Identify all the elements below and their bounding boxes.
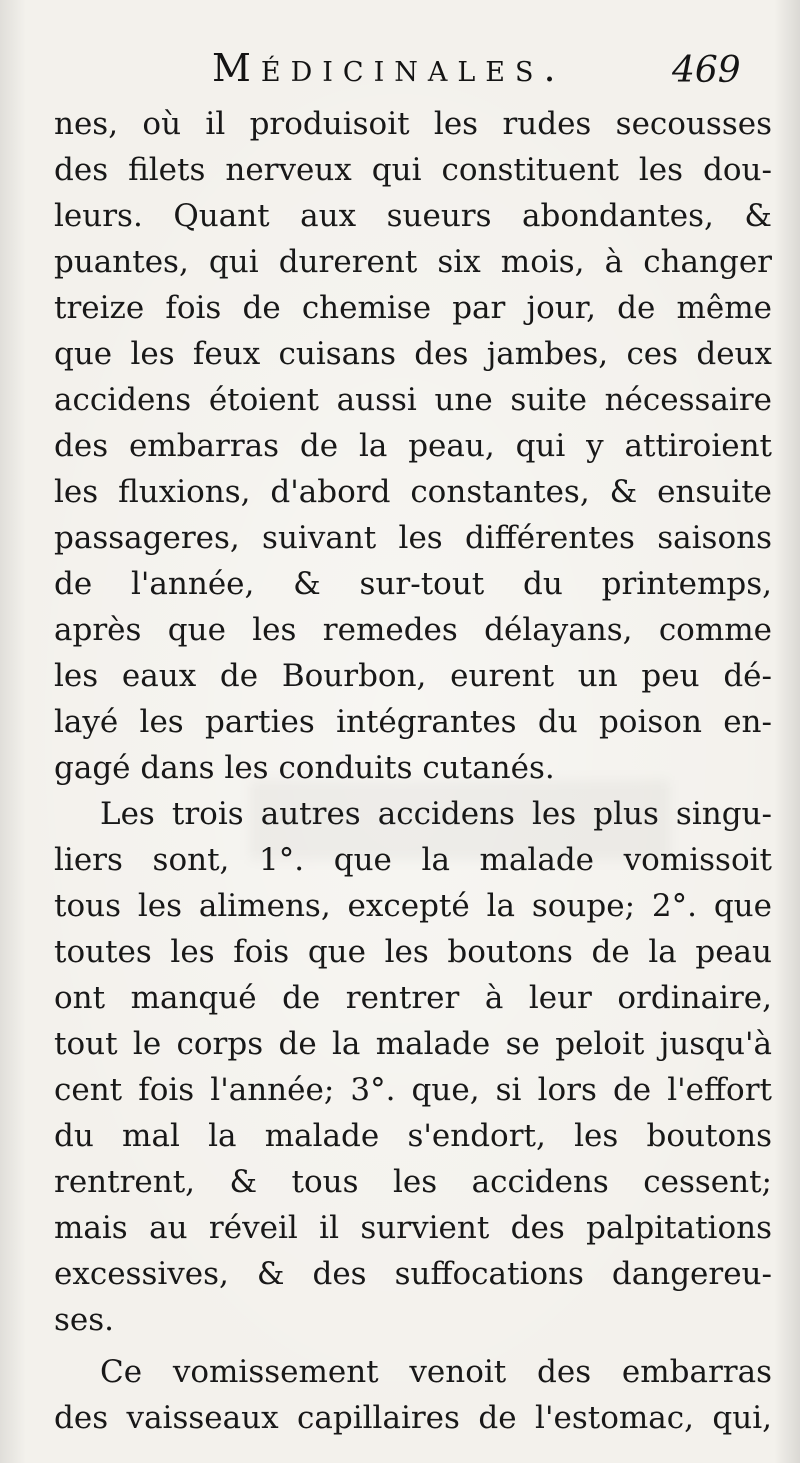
text-line-paragraph-start: Ce vomissement venoit des embarras <box>100 1354 772 1390</box>
running-head <box>0 46 800 106</box>
text-line: puantes, qui durerent six mois, à changer <box>54 244 772 280</box>
running-head-title: Médicinales. <box>212 46 566 90</box>
text-line: passageres, suivant les différentes saisons <box>54 520 772 556</box>
text-line: après que les remedes délayans, comme <box>54 612 772 648</box>
text-line: liers sont, 1°. que la malade vomissoit <box>54 842 772 878</box>
text-line: leurs. Quant aux sueurs abondantes, & <box>54 198 772 234</box>
text-line: rentrent, & tous les accidens cessent; <box>54 1164 772 1200</box>
text-line: ont manqué de rentrer à leur ordinaire, <box>54 980 772 1016</box>
text-line: cent fois l'année; 3°. que, si lors de l'effort <box>54 1072 772 1108</box>
text-line: des vaisseaux capillaires de l'estomac, qui, <box>54 1400 772 1436</box>
text-line: toutes les fois que les boutons de la peau <box>54 934 772 970</box>
text-line: les fluxions, d'abord constantes, & ensuite <box>54 474 772 510</box>
text-line: que les feux cuisans des jambes, ces deux <box>54 336 772 372</box>
text-line: de l'année, & sur-tout du printemps, <box>54 566 772 602</box>
text-line: accidens étoient aussi une suite nécessaire <box>54 382 772 418</box>
text-line: du mal la malade s'endort, les boutons <box>54 1118 772 1154</box>
text-line: mais au réveil il survient des palpitations <box>54 1210 772 1246</box>
text-line: les eaux de Bourbon, eurent un peu dé- <box>54 658 772 694</box>
text-line: gagé dans les conduits cutanés. <box>54 750 555 786</box>
text-line: des embarras de la peau, qui y attiroient <box>54 428 772 464</box>
text-line: tous les alimens, excepté la soupe; 2°. que <box>54 888 772 924</box>
text-line: treize fois de chemise par jour, de même <box>54 290 772 326</box>
text-line: ses. <box>54 1302 115 1338</box>
page-number: 469 <box>672 50 741 91</box>
text-line: des filets nerveux qui constituent les dou- <box>54 152 772 188</box>
text-line: tout le corps de la malade se peloit jusqu'à <box>54 1026 772 1062</box>
text-line-paragraph-start: Les trois autres accidens les plus singu- <box>100 796 772 832</box>
text-line: excessives, & des suffocations dangereu- <box>54 1256 772 1292</box>
text-line: nes, où il produisoit les rudes secousses <box>54 106 772 142</box>
text-line: layé les parties intégrantes du poison en- <box>54 704 772 740</box>
